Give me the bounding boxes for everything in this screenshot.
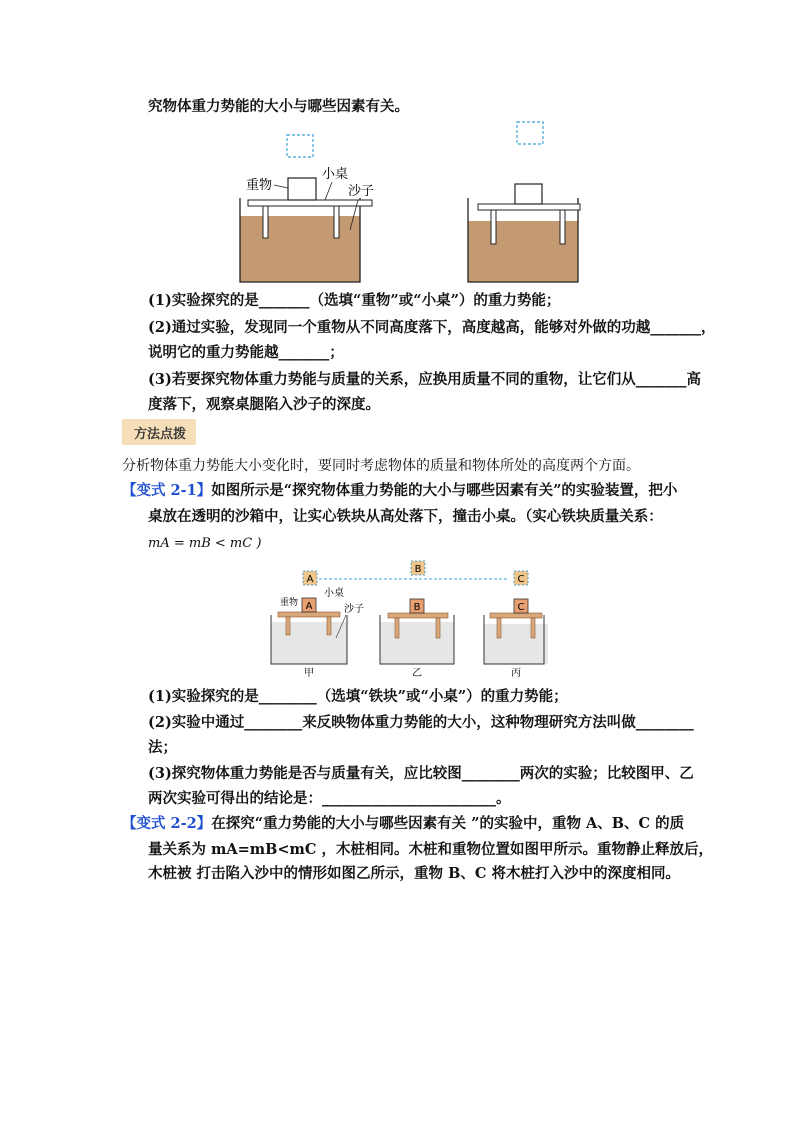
- variant2-line3: 木桩被 打击陷入沙中的情形如图乙所示，重物 B、C 将木桩打入沙中的深度相同。: [148, 865, 680, 882]
- label-weight: 重物: [246, 178, 273, 193]
- figure-sandbox-1: [230, 118, 590, 288]
- block-a-label: A: [306, 574, 314, 585]
- variant2-tag: 【变式 2-2】: [122, 815, 212, 832]
- label-sand: 沙子: [348, 184, 375, 199]
- table-jia: [278, 612, 340, 617]
- variant1-tag: 【变式 2-1】: [122, 482, 212, 499]
- intro-text: 究物体重力势能的大小与哪些因素有关。: [148, 98, 409, 115]
- variant1-item3b: 两次实验可得出的结论是：________________________。: [148, 790, 511, 807]
- method-tag-label: 方法点拨: [134, 427, 187, 442]
- table-leg-left-2: [334, 206, 339, 238]
- variant1-formula: mA = mB < mC ): [148, 536, 262, 551]
- variant2-line1: [122, 814, 684, 834]
- variant1-line1: [122, 481, 677, 501]
- variant1-line2: 桌放在透明的沙箱中，让实心铁块从高处落下，撞击小桌。（实心铁块质量关系：: [148, 508, 663, 525]
- svg-text:A: A: [305, 601, 313, 612]
- variant1-text1: 如图所示是“探究物体重力势能的大小与哪些因素有关”的实验装置，把小: [211, 482, 678, 499]
- table-yi: [388, 613, 448, 618]
- weight-left: [288, 178, 316, 200]
- weight-right: [515, 184, 542, 204]
- table-bing: [490, 613, 542, 618]
- q1-item3b: 度落下，观察桌腿陷入沙子的深度。: [148, 396, 380, 413]
- figure-sandbox-2: [268, 560, 548, 680]
- sand-bing: [484, 624, 548, 664]
- method-text: 分析物体重力势能大小变化时，要同时考虑物体的质量和物体所处的高度两个方面。: [122, 458, 640, 474]
- svg-text:C: C: [517, 602, 525, 613]
- variant1-item2a: (2)实验中通过________来反映物体重力势能的大小，这种物理研究方法叫做________: [148, 714, 694, 731]
- table-top-left: [248, 200, 372, 206]
- sand-left: [240, 216, 360, 282]
- label-table-2: 小桌: [324, 588, 344, 599]
- caption-bing: 丙: [511, 668, 521, 679]
- block-c-label: C: [517, 574, 525, 585]
- method-tag: [122, 419, 196, 445]
- block-b-label: B: [414, 564, 422, 575]
- label-sand-2: 沙子: [344, 604, 364, 615]
- svg-text:B: B: [413, 602, 421, 613]
- label-weight-2: 重物: [280, 598, 299, 608]
- dashed-start-position-left: [287, 135, 313, 157]
- table-leg-left-1: [263, 206, 268, 238]
- q1-item3a: (3)若要探究物体重力势能与质量的关系，应换用质量不同的重物，让它们从_______高: [148, 371, 702, 388]
- variant1-item1: (1)实验探究的是________（选填“铁块”或“小桌”）的重力势能；: [148, 688, 568, 705]
- caption-jia: 甲: [304, 668, 314, 679]
- variant2-line2: 量关系为 mA=mB<mC ，木桩相同。木桩和重物位置如图甲所示。重物静止释放后，: [148, 841, 713, 858]
- table-leg-right-1: [491, 210, 496, 244]
- variant1-item2b: 法；: [148, 739, 177, 756]
- sand-yi: [380, 622, 454, 664]
- table-top-right: [478, 204, 580, 210]
- q1-item1: (1)实验探究的是_______（选填“重物”或“小桌”）的重力势能；: [148, 292, 561, 309]
- variant1-item3a: (3)探究物体重力势能是否与质量有关，应比较图________两次的实验；比较图甲、乙: [148, 765, 694, 782]
- dashed-start-position-right: [517, 122, 543, 144]
- variant2-text1: 在探究“重力势能的大小与哪些因素有关 ”的实验中，重物 A、B、C 的质: [211, 815, 685, 832]
- caption-yi: 乙: [412, 668, 422, 679]
- sand-jia: [271, 622, 347, 664]
- q1-item2a: (2)通过实验，发现同一个重物从不同高度落下，高度越高，能够对外做的功越_______，: [148, 319, 716, 336]
- table-leg-right-2: [560, 210, 565, 244]
- label-table: 小桌: [322, 167, 349, 182]
- q1-item2b: 说明它的重力势能越_______；: [148, 344, 344, 361]
